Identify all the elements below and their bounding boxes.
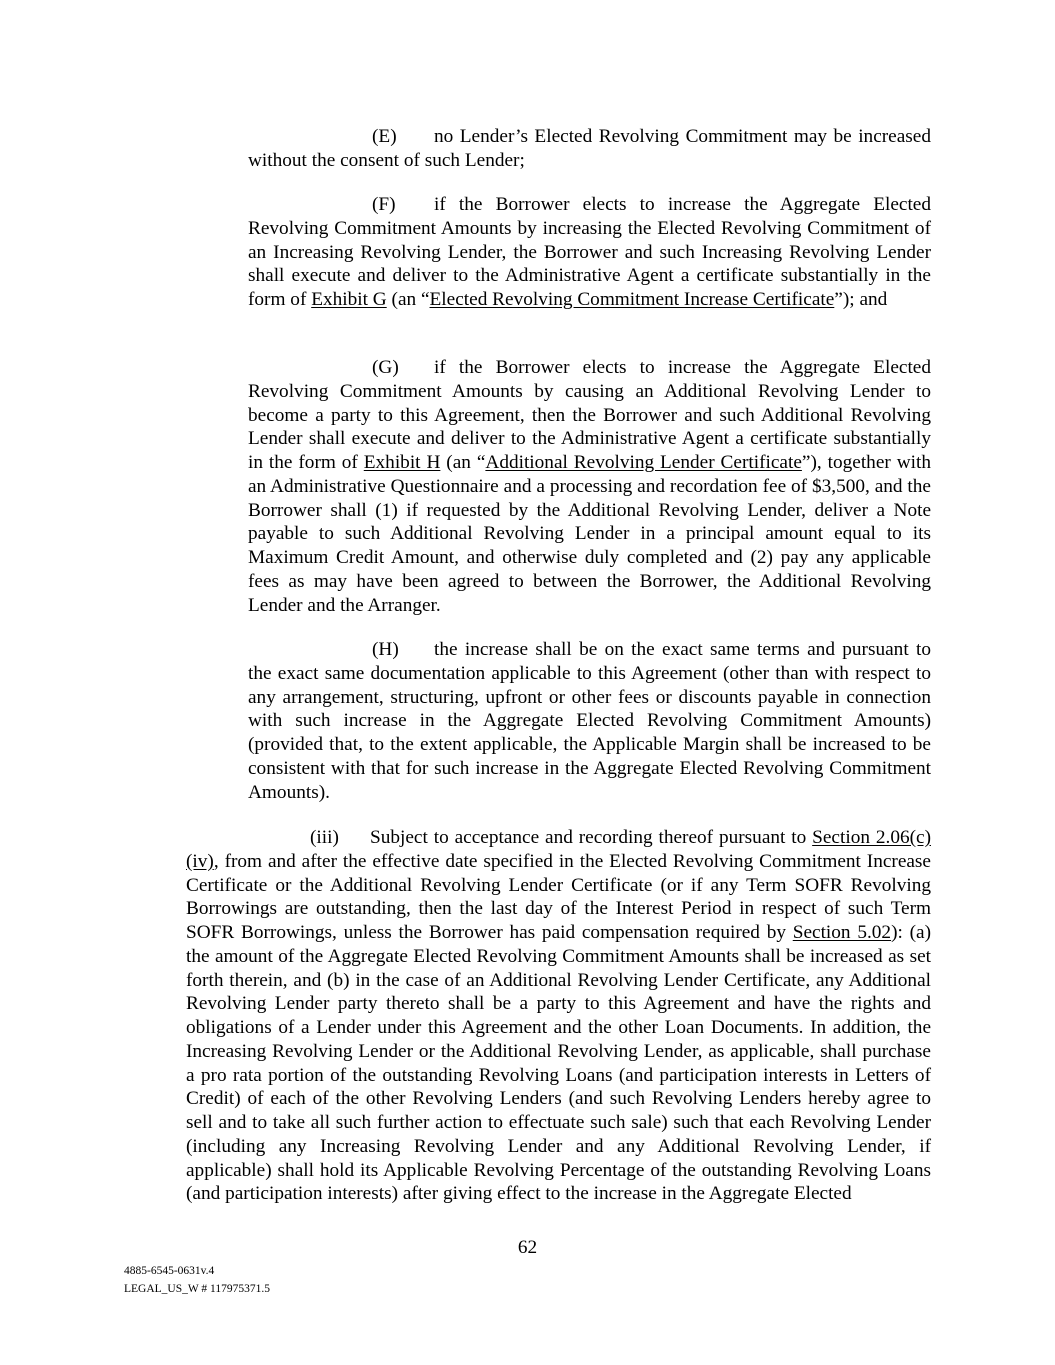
paragraph-text: (an “ <box>386 289 430 310</box>
paragraph-number: (iii) <box>310 827 339 848</box>
paragraph-e <box>248 125 931 173</box>
paragraph-number: (E) <box>372 126 397 147</box>
paragraph-f <box>248 193 931 312</box>
paragraph-text: ): (a) the amount of the Aggregate Elected Revolving Commitment Amounts shall be increased as set forth therein, and (b) in the case of an Additional Revolving Lender Certificate, any Additional Revolving Lender party thereto shall be a party to this Agreement and have the rights and obligations of a Lender under this Agreement and the other Loan Documents. In addition, the Increasing Revolving Lender or the Additional Revolving Lender, as applicable, shall purchase a pro rata portion of the outstanding Revolving Loans (and participation interests in Letters of Credit) of each of the other Revolving Lenders (and such Revolving Lenders hereby agree to sell and to take all such further action to effectuate such sale) such that each Revolving Lender (including any Increasing Revolving Lender and any Additional Revolving Lender, if applicable) shall hold its Applicable Revolving Percentage of the outstanding Revolving Loans (and participation interests) after giving effect to the increase in the Aggregate Elected <box>186 922 931 1205</box>
paragraph-text: no Lender’s Elected Revolving Commitment may be increased without the consent of such Lender; <box>248 126 931 171</box>
footer-doc-id-1: 4885-6545-0631v.4 <box>124 1265 215 1277</box>
paragraph-text: Subject to acceptance and recording thereof pursuant to <box>370 827 813 848</box>
paragraph-text: ”); and <box>834 289 888 310</box>
paragraph-text: if the Borrower elects to increase the Aggregate Elected Revolving Commitment Amounts by increasing the Elected Revolving Commitment of an Increasing Revolving Lender, the Borrower and such Increasing Revolving Lender shall execute and deliver to the Administrative Agent a certificate substantially in the form of <box>248 194 931 310</box>
paragraph-g <box>248 356 931 617</box>
exhibit-h-reference: Exhibit H <box>363 452 441 473</box>
defined-term-additional-revolving-lender-certificate: Additional Revolving Lender Certificate <box>485 452 802 473</box>
paragraph-number: (F) <box>372 194 396 215</box>
paragraph-number: (G) <box>372 357 399 378</box>
paragraph-number: (H) <box>372 639 399 660</box>
paragraph-text: , from and after the effective date specified in the Elected Revolving Commitment Increase Certificate or the Additional Revolving Lender Certificate (or if any Term SOFR Revolving Borrowings are outstanding, then the last day of the Interest Period in respect of such Term SOFR Borrowings, unless the Borrower has paid compensation required by <box>186 850 931 943</box>
page-number: 62 <box>517 1237 538 1258</box>
paragraph-text: (an “ <box>440 452 486 473</box>
exhibit-g-reference: Exhibit G <box>311 289 387 310</box>
paragraph-h <box>248 638 931 804</box>
paragraph-text: if the Borrower elects to increase the Aggregate Elected Revolving Commitment Amounts by causing an Additional Revolving Lender to become a party to this Agreement, then the Borrower and such Additional Revolving Lender shall execute and deliver to the Administrative Agent a certificate substantially in the form of <box>248 357 931 473</box>
paragraph-text: the increase shall be on the exact same terms and pursuant to the exact same documentation applicable to this Agreement (other than with respect to any arrangement, structuring, upfront or other fees or discounts payable in connection with such increase in the Aggregate Elected Revolving Commitment Amounts) (provided that, to the extent applicable, the Applicable Margin shall be increased to be consistent with that for such increase in the Aggregate Elected Revolving Commitment Amounts). <box>248 639 931 803</box>
section-5-02-reference: Section 5.02 <box>792 922 892 943</box>
paragraph-text: ”), together with an Administrative Questionnaire and a processing and recordation fee of $3,500, and the Borrower shall (1) if requested by the Additional Revolving Lender, deliver a Note payable to such Additional Revolving Lender in a principal amount equal to its Maximum Credit Amount, and otherwise duly completed and (2) pay any applicable fees as may have been agreed to between the Borrower, the Additional Revolving Lender and the Arranger. <box>248 452 931 616</box>
section-2-06-reference: Section 2.06(c)(iv) <box>186 827 931 872</box>
paragraph-iii <box>186 826 931 1206</box>
defined-term-elected-revolving-commitment-increase-certificate: Elected Revolving Commitment Increase Certificate <box>429 289 835 310</box>
footer-doc-id-2: LEGAL_US_W # 117975371.5 <box>124 1283 270 1295</box>
